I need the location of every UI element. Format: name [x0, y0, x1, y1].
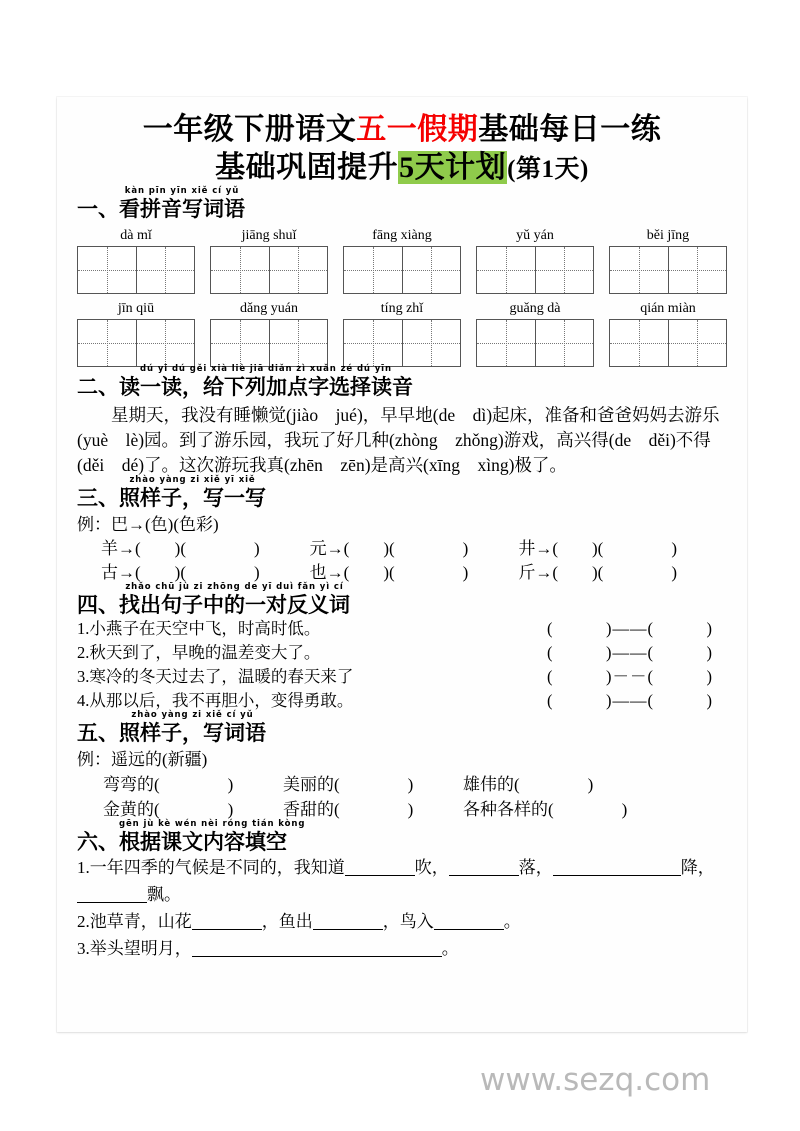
section-5-title: 照样子，写词语 [119, 721, 266, 745]
page-title [77, 111, 727, 189]
antonym-blank[interactable]: ( )——( ) [547, 643, 713, 662]
pinyin-label: dà mǐ [120, 228, 152, 243]
title-part-reinforce: 基础巩固提升 [215, 151, 399, 184]
section-2-pinyin: dú yī dú gěi xià liè jiā diǎn zì xuǎn zé dú yīn [140, 364, 392, 374]
section-3-heading [77, 475, 727, 510]
title-part-plan-highlight: 5天计划 [399, 151, 507, 184]
section-3-example: 例：巴→(色)(色彩) [77, 515, 219, 534]
antonym-sentence: 3.寒冷的冬天过去了，温暖的春天来了 [77, 667, 354, 686]
section-1-pinyin: kàn pīn yīn xiě cí yǔ [124, 186, 240, 196]
section-5-number: 五、 [77, 721, 119, 745]
fill-in-item-1 [77, 854, 727, 908]
pinyin-label: guǎng dà [509, 301, 561, 316]
tianzige-box[interactable] [210, 246, 328, 294]
tianzige-box[interactable] [343, 246, 461, 294]
tianzige-square[interactable] [78, 320, 136, 366]
fill-blank[interactable] [449, 875, 519, 876]
tianzige-square[interactable] [136, 320, 195, 366]
pinyin-label: yǔ yán [516, 228, 554, 243]
tianzige-square[interactable] [402, 247, 461, 293]
tianzige-square[interactable] [344, 247, 402, 293]
section-3-title: 照样子，写一写 [119, 486, 266, 510]
section-3-row [77, 537, 727, 561]
tianzige-square[interactable] [535, 247, 594, 293]
section-4-title-ruby [119, 582, 350, 617]
fill-text: 吹， [414, 858, 449, 877]
section-2-number: 二、 [77, 375, 119, 399]
pinyin-label: běi jīng [646, 228, 690, 243]
tianzige-box[interactable] [609, 246, 727, 294]
worksheet-content [77, 111, 727, 962]
exercise-item[interactable]: 也→( )( ) [309, 563, 469, 582]
fill-text: 。 [503, 912, 521, 931]
word-item[interactable]: 各种各样的( ) [463, 800, 628, 819]
fill-text: 飘。 [147, 885, 181, 904]
tianzige-box[interactable] [476, 246, 594, 294]
tianzige-square[interactable] [136, 247, 195, 293]
pinyin-grid-cell [77, 227, 195, 294]
section-5-row [77, 772, 727, 797]
tianzige-square[interactable] [668, 320, 727, 366]
antonym-sentence: 4.从那以后，我不再胆小，变得勇敢。 [77, 691, 354, 710]
fill-text: 3.举头望明月， [77, 939, 192, 958]
exercise-item[interactable]: 井→( )( ) [518, 539, 677, 558]
pinyin-grid-cell [343, 300, 461, 367]
tianzige-square[interactable] [610, 247, 668, 293]
title-line-1 [77, 111, 727, 149]
tianzige-box[interactable] [343, 319, 461, 367]
section-2-title-ruby [119, 364, 413, 399]
tianzige-square[interactable] [477, 247, 535, 293]
section-3-title-ruby [119, 475, 266, 510]
section-4-pinyin: zhǎo chū jù zi zhōng de yī duì fǎn yì cí [125, 582, 344, 592]
pinyin-grid-cell [609, 300, 727, 367]
antonym-sentence: 2.秋天到了，早晚的温差变大了。 [77, 643, 321, 662]
site-watermark: www.sezq.com [480, 1062, 711, 1098]
pinyin-label: fāng xiàng [372, 228, 432, 243]
fill-in-item-3 [77, 935, 727, 962]
tianzige-box[interactable] [77, 246, 195, 294]
fill-text: 2.池草青，山花 [77, 912, 192, 931]
title-part-practice: 基础每日一练 [478, 113, 662, 146]
pinyin-grid-row-2 [77, 300, 727, 367]
section-3-number: 三、 [77, 486, 119, 510]
section-5-example: 例：遥远的(新疆) [77, 750, 208, 769]
pinyin-label: tíng zhǐ [380, 301, 424, 316]
antonym-blank[interactable]: ( )－－( ) [547, 667, 713, 686]
pinyin-label: dǎng yuán [240, 301, 298, 316]
section-6-heading [77, 819, 727, 854]
pinyin-grid-cell [210, 300, 328, 367]
fill-blank[interactable] [553, 875, 623, 876]
word-item[interactable]: 雄伟的( ) [463, 775, 594, 794]
section-1-number: 一、 [77, 197, 119, 221]
pinyin-grid-cell [77, 300, 195, 367]
antonym-blank[interactable]: ( )——( ) [547, 619, 713, 638]
tianzige-box[interactable] [476, 319, 594, 367]
antonym-row [77, 617, 727, 641]
fill-text: ，鸟入 [382, 912, 434, 931]
tianzige-square[interactable] [668, 247, 727, 293]
fill-blank[interactable] [623, 875, 681, 876]
antonym-sentence: 1.小燕子在天空中飞，时高时低。 [77, 619, 321, 638]
fill-blank[interactable] [192, 956, 442, 957]
section-1-title-ruby [119, 186, 245, 221]
section-5-title-ruby [119, 710, 266, 745]
tianzige-box[interactable] [609, 319, 727, 367]
pinyin-grid-cell [476, 300, 594, 367]
fill-blank[interactable] [313, 929, 383, 930]
word-item[interactable]: 美丽的( ) [283, 775, 414, 794]
section-2-paragraph: 星期天，我没有睡懒觉(jiào jué)，早早地(de dì)起床，准备和爸爸妈妈去游乐(yuè lè)园。到了游乐园，我玩了好几种(zhòng zhǒng)游戏，高兴得(de děi)不得(děi dé)了。这次游玩我真(zhēn zēn)是高兴(xīng xìng)极了。 [77, 405, 720, 475]
worksheet-page [57, 97, 747, 1032]
pinyin-grid-cell [343, 227, 461, 294]
exercise-item[interactable]: 羊→( )( ) [101, 539, 260, 558]
tianzige-square[interactable] [344, 320, 402, 366]
section-2-heading [77, 364, 727, 399]
tianzige-square[interactable] [610, 320, 668, 366]
tianzige-square[interactable] [477, 320, 535, 366]
tianzige-square[interactable] [269, 320, 328, 366]
tianzige-square[interactable] [535, 320, 594, 366]
antonym-row [77, 665, 727, 689]
section-1-title: 看拼音写词语 [119, 197, 245, 221]
exercise-item[interactable]: 斤→( )( ) [518, 563, 677, 582]
tianzige-box[interactable] [210, 319, 328, 367]
pinyin-label: qián miàn [640, 301, 696, 316]
fill-text: 1.一年四季的气候是不同的，我知道 [77, 858, 345, 877]
pinyin-grid-cell [476, 227, 594, 294]
pinyin-grid-row-1 [77, 227, 727, 294]
section-4-number: 四、 [77, 593, 119, 617]
section-6-title-ruby [119, 819, 306, 854]
pinyin-label: jīn qiū [117, 301, 155, 316]
tianzige-square[interactable] [78, 247, 136, 293]
exercise-item[interactable]: 古→( )( ) [101, 563, 260, 582]
word-item[interactable]: 弯弯的( ) [103, 775, 234, 794]
tianzige-square[interactable] [269, 247, 328, 293]
fill-blank[interactable] [192, 929, 262, 930]
section-1-heading [77, 186, 727, 221]
fill-blank[interactable] [77, 902, 147, 903]
title-part-holiday: 五一假期 [356, 113, 479, 146]
pinyin-label: jiāng shuǐ [241, 228, 297, 243]
pinyin-grid-cell [609, 227, 727, 294]
tianzige-square[interactable] [402, 320, 461, 366]
fill-text: 。 [441, 939, 459, 958]
section-4-heading [77, 582, 727, 617]
word-item[interactable]: 金黄的( ) [103, 800, 234, 819]
section-6-number: 六、 [77, 830, 119, 854]
tianzige-square[interactable] [211, 320, 269, 366]
antonym-blank[interactable]: ( )——( ) [547, 691, 713, 710]
section-6-title: 根据课文内容填空 [119, 830, 287, 854]
fill-text: 降， [680, 858, 715, 877]
section-6-pinyin: gēn jù kè wén nèi róng tián kòng [119, 819, 306, 829]
fill-blank[interactable] [434, 929, 504, 930]
section-3-pinyin: zhào yàng zi xiě yī xiě [129, 475, 256, 485]
fill-blank[interactable] [345, 875, 415, 876]
section-5-heading [77, 710, 727, 745]
pinyin-grid-cell [210, 227, 328, 294]
title-part-day: (第1天) [507, 156, 589, 183]
title-line-2 [77, 149, 727, 189]
fill-text: 落， [518, 858, 553, 877]
word-item[interactable]: 香甜的( ) [283, 800, 414, 819]
section-4-title: 找出句子中的一对反义词 [119, 593, 350, 617]
exercise-item[interactable]: 元→( )( ) [309, 539, 469, 558]
fill-text: ，鱼出 [261, 912, 313, 931]
title-part-grade: 一年级下册语文 [142, 113, 357, 146]
section-5-pinyin: zhào yàng zi xiě cí yǔ [131, 710, 254, 720]
section-2-title: 读一读，给下列加点字选择读音 [119, 375, 413, 399]
fill-in-item-2 [77, 908, 727, 935]
tianzige-box[interactable] [77, 319, 195, 367]
antonym-row [77, 641, 727, 665]
tianzige-square[interactable] [211, 247, 269, 293]
